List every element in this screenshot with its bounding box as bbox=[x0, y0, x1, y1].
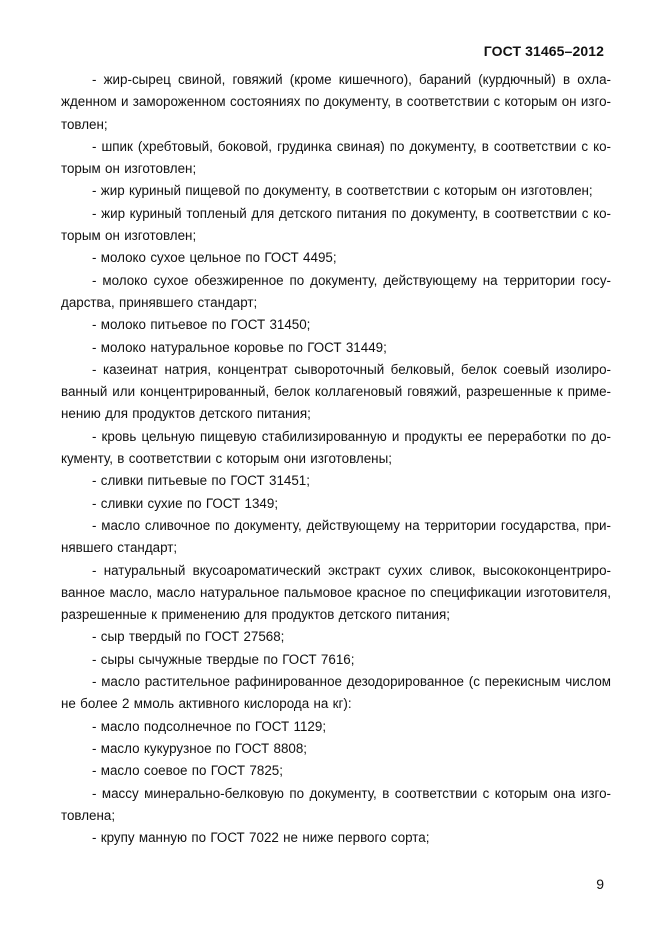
list-item: - масло соевое по ГОСТ 7825; bbox=[92, 763, 283, 779]
page-number: 9 bbox=[596, 876, 604, 892]
list-item: - жир куриный пищевой по документу, в соответствии с которым он изготовлен; bbox=[92, 183, 593, 199]
ingredient-list bbox=[61, 69, 611, 849]
list-item: - жир-сырец свиной, говяжий (кроме кишечного), бараний (курдючный) в охлажденном и замороженном состояниях по документу, в соответствии с которым он изготовлен; bbox=[61, 72, 611, 132]
list-item: - сливки питьевые по ГОСТ 31451; bbox=[92, 473, 310, 489]
list-item: - сливки сухие по ГОСТ 1349; bbox=[92, 495, 279, 511]
list-item: - масло кукурузное по ГОСТ 8808; bbox=[92, 740, 308, 756]
list-item: - сыр твердый по ГОСТ 27568; bbox=[92, 629, 285, 645]
list-item: - кровь цельную пищевую стабилизированную и продукты ее переработки по документу, в соответствии с которым они изготовлены; bbox=[61, 428, 611, 467]
list-item: - массу минерально-белковую по документу, в соответствии с которым она изготовлена; bbox=[61, 785, 611, 823]
list-item: - казеинат натрия, концентрат сывороточный белковый, белок соевый изолированный или концентрированный, белок коллагеновый говяжий, разрешенные к применению для продуктов детского питания; bbox=[61, 361, 611, 422]
list-item: - шпик (хребтовый, боковой, грудинка свиная) по документу, в соответствии с которым он изготовлен; bbox=[61, 138, 611, 177]
list-item: - молоко сухое цельное по ГОСТ 4495; bbox=[92, 250, 337, 266]
list-item: - молоко питьевое по ГОСТ 31450; bbox=[92, 317, 311, 333]
list-item: - масло подсолнечное по ГОСТ 1129; bbox=[92, 718, 327, 734]
list-item: - масло растительное рафинированное дезодорированное (с перекисным числом не более 2 ммоль активного кислорода на кг): bbox=[61, 674, 611, 712]
list-item: - жир куриный топленый для детского питания по документу, в соответствии с которым он изготовлен; bbox=[61, 205, 611, 244]
list-item: - молоко сухое обезжиренное по документу, действующему на территории государства, принявшего стандарт; bbox=[61, 272, 611, 310]
list-item: - крупу манную по ГОСТ 7022 не ниже первого сорта; bbox=[92, 830, 430, 846]
standard-designation: ГОСТ 31465–2012 bbox=[483, 43, 604, 59]
list-item: - сыры сычужные твердые по ГОСТ 7616; bbox=[92, 651, 355, 667]
list-item: - молоко натуральное коровье по ГОСТ 31449; bbox=[92, 339, 387, 355]
list-item: - натуральный вкусоароматический экстракт сухих сливок, высококонцентрированное масло, масло натуральное пальмовое красное по спецификации изготовителя, разрешенные к применению для продуктов детского питания; bbox=[61, 562, 611, 623]
list-item: - масло сливочное по документу, действующему на территории государства, принявшего стандарт; bbox=[61, 517, 611, 556]
